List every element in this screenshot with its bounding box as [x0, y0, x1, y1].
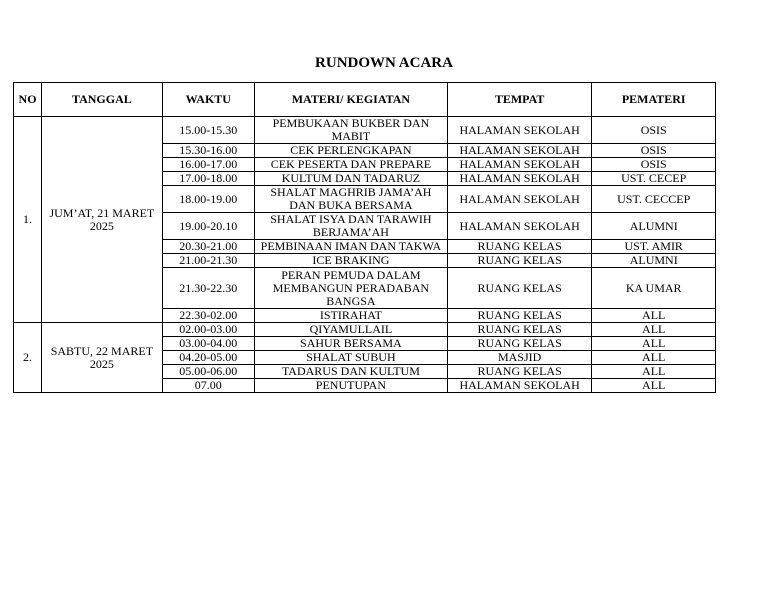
cell-pemateri: UST. CECCEP — [592, 186, 716, 213]
cell-tempat: RUANG KELAS — [447, 337, 592, 351]
cell-materi: ISTIRAHAT — [255, 309, 448, 323]
cell-pemateri: ALL — [592, 309, 716, 323]
cell-materi: PEMBUKAAN BUKBER DAN MABIT — [255, 117, 448, 144]
cell-tempat: RUANG KELAS — [447, 254, 592, 268]
header-tanggal: TANGGAL — [42, 83, 163, 117]
cell-pemateri: ALUMNI — [592, 213, 716, 240]
cell-materi: PEMBINAAN IMAN DAN TAKWA — [255, 240, 448, 254]
header-materi: MATERI/ KEGIATAN — [255, 83, 448, 117]
cell-materi: KULTUM DAN TADARUZ — [255, 172, 448, 186]
cell-tempat: HALAMAN SEKOLAH — [447, 172, 592, 186]
table-row — [14, 323, 716, 337]
table-body — [14, 117, 716, 393]
cell-tanggal: JUM’AT, 21 MARET 2025 — [42, 117, 163, 323]
cell-tempat: HALAMAN SEKOLAH — [447, 158, 592, 172]
cell-pemateri: OSIS — [592, 117, 716, 144]
cell-materi: PERAN PEMUDA DALAM MEMBANGUN PERADABAN BANGSA — [255, 268, 448, 309]
page-title: RUNDOWN ACARA — [315, 55, 453, 71]
cell-pemateri: ALL — [592, 323, 716, 337]
cell-no: 2. — [14, 323, 42, 393]
cell-tempat: RUANG KELAS — [447, 365, 592, 379]
cell-materi: SHALAT SUBUH — [255, 351, 448, 365]
cell-pemateri: UST. AMIR — [592, 240, 716, 254]
cell-materi: CEK PESERTA DAN PREPARE — [255, 158, 448, 172]
cell-waktu: 19.00-20.10 — [162, 213, 254, 240]
cell-pemateri: ALUMNI — [592, 254, 716, 268]
cell-waktu: 21.00-21.30 — [162, 254, 254, 268]
table-header-row — [14, 83, 716, 117]
cell-materi: QIYAMULLAIL — [255, 323, 448, 337]
cell-tempat: HALAMAN SEKOLAH — [447, 379, 592, 393]
cell-materi: PENUTUPAN — [255, 379, 448, 393]
cell-materi: SAHUR BERSAMA — [255, 337, 448, 351]
cell-tempat: RUANG KELAS — [447, 323, 592, 337]
header-pemateri: PEMATERI — [592, 83, 716, 117]
cell-materi: SHALAT MAGHRIB JAMA’AH DAN BUKA BERSAMA — [255, 186, 448, 213]
cell-tanggal: SABTU, 22 MARET 2025 — [42, 323, 163, 393]
cell-waktu: 22.30-02.00 — [162, 309, 254, 323]
cell-waktu: 04.20-05.00 — [162, 351, 254, 365]
header-no: NO — [14, 83, 42, 117]
cell-pemateri: OSIS — [592, 144, 716, 158]
cell-tempat: HALAMAN SEKOLAH — [447, 117, 592, 144]
cell-tempat: HALAMAN SEKOLAH — [447, 186, 592, 213]
cell-waktu: 18.00-19.00 — [162, 186, 254, 213]
cell-tempat: MASJID — [447, 351, 592, 365]
cell-materi: SHALAT ISYA DAN TARAWIH BERJAMA’AH — [255, 213, 448, 240]
cell-waktu: 03.00-04.00 — [162, 337, 254, 351]
cell-pemateri: ALL — [592, 351, 716, 365]
cell-no: 1. — [14, 117, 42, 323]
cell-pemateri: ALL — [592, 379, 716, 393]
cell-waktu: 15.00-15.30 — [162, 117, 254, 144]
header-tempat: TEMPAT — [447, 83, 592, 117]
cell-waktu: 20.30-21.00 — [162, 240, 254, 254]
cell-tempat: RUANG KELAS — [447, 240, 592, 254]
header-waktu: WAKTU — [162, 83, 254, 117]
cell-waktu: 05.00-06.00 — [162, 365, 254, 379]
cell-materi: TADARUS DAN KULTUM — [255, 365, 448, 379]
cell-materi: CEK PERLENGKAPAN — [255, 144, 448, 158]
cell-tempat: RUANG KELAS — [447, 268, 592, 309]
cell-pemateri: ALL — [592, 337, 716, 351]
cell-waktu: 07.00 — [162, 379, 254, 393]
cell-pemateri: KA UMAR — [592, 268, 716, 309]
cell-waktu: 21.30-22.30 — [162, 268, 254, 309]
table-row — [14, 117, 716, 144]
cell-tempat: HALAMAN SEKOLAH — [447, 144, 592, 158]
cell-pemateri: UST. CECEP — [592, 172, 716, 186]
cell-waktu: 16.00-17.00 — [162, 158, 254, 172]
cell-tempat: RUANG KELAS — [447, 309, 592, 323]
cell-waktu: 17.00-18.00 — [162, 172, 254, 186]
cell-pemateri: OSIS — [592, 158, 716, 172]
cell-pemateri: ALL — [592, 365, 716, 379]
cell-waktu: 15.30-16.00 — [162, 144, 254, 158]
rundown-table — [13, 82, 716, 393]
cell-tempat: HALAMAN SEKOLAH — [447, 213, 592, 240]
cell-waktu: 02.00-03.00 — [162, 323, 254, 337]
cell-materi: ICE BRAKING — [255, 254, 448, 268]
